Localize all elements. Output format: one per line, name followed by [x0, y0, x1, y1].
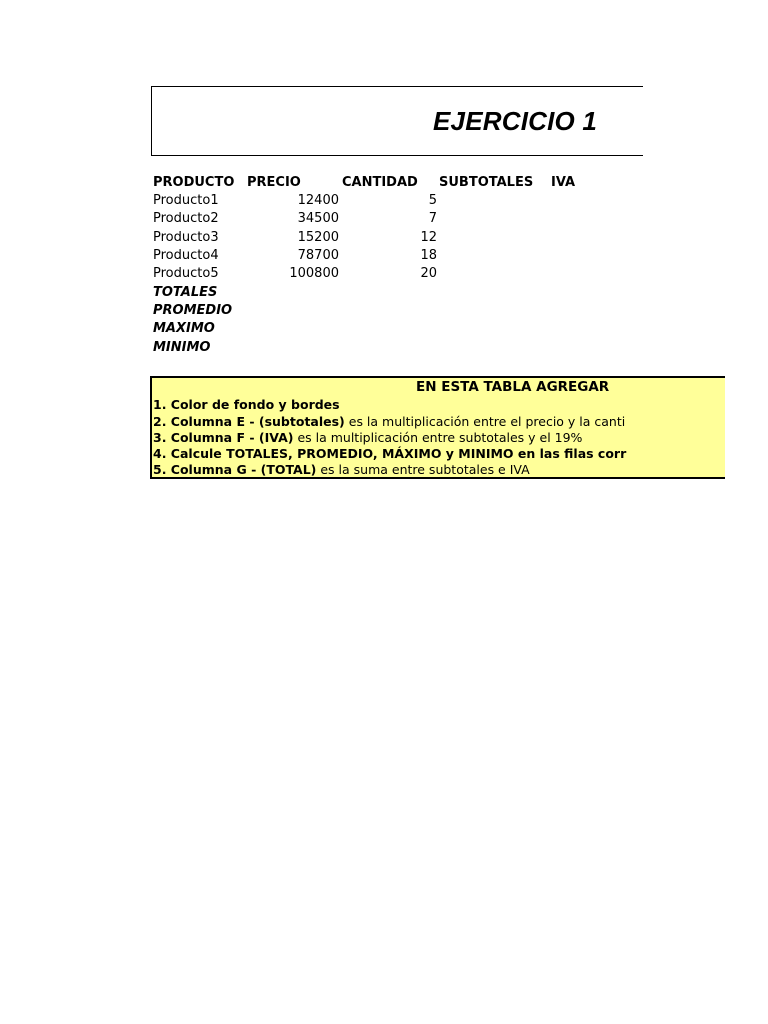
product-quantity: 20	[420, 266, 437, 281]
product-name: Producto5	[153, 266, 219, 281]
column-header-precio: PRECIO	[247, 175, 301, 190]
product-quantity: 12	[420, 230, 437, 245]
instruction-item	[153, 446, 626, 461]
instruction-item	[153, 414, 625, 429]
product-quantity: 5	[428, 193, 437, 208]
column-header-subtotales: SUBTOTALES	[439, 175, 534, 190]
instructions-title: EN ESTA TABLA AGREGAR	[416, 379, 610, 395]
product-name: Producto4	[153, 248, 219, 263]
instruction-item	[153, 462, 530, 477]
instructions-box	[150, 376, 725, 479]
product-price: 15200	[297, 230, 339, 245]
product-name: Producto2	[153, 211, 219, 226]
product-price: 34500	[297, 211, 339, 226]
product-price: 78700	[297, 248, 339, 263]
summary-label-minimo: MINIMO	[153, 340, 211, 355]
instruction-text: es la multiplicación entre el precio y la canti	[344, 414, 626, 429]
column-header-iva: IVA	[551, 175, 576, 190]
summary-label-totales: TOTALES	[153, 285, 218, 300]
product-quantity: 18	[420, 248, 437, 263]
summary-label-promedio: PROMEDIO	[153, 303, 233, 318]
instruction-text: es la multiplicación entre subtotales y el 19%	[293, 430, 583, 445]
product-price: 100800	[289, 266, 339, 281]
instruction-item	[153, 397, 340, 412]
instruction-bold: 2. Columna E - (subtotales)	[153, 414, 345, 429]
page-title: EJERCICIO 1	[433, 106, 598, 136]
column-header-producto: PRODUCTO	[153, 175, 235, 190]
column-header-cantidad: CANTIDAD	[342, 175, 418, 190]
instructions-content	[152, 378, 643, 477]
instruction-item	[153, 430, 582, 445]
instruction-text: es la suma entre subtotales e IVA	[316, 462, 530, 477]
product-name: Producto1	[153, 193, 219, 208]
product-price: 12400	[297, 193, 339, 208]
product-quantity: 7	[428, 211, 437, 226]
instruction-bold: 3. Columna F - (IVA)	[153, 430, 294, 445]
product-name: Producto3	[153, 230, 219, 245]
instruction-bold: 5. Columna G - (TOTAL)	[153, 462, 317, 477]
instruction-bold: 4. Calcule TOTALES, PROMEDIO, MÁXIMO y MINIMO en las filas corr	[153, 446, 627, 461]
summary-label-maximo: MAXIMO	[153, 321, 215, 336]
instruction-bold: 1. Color de fondo y bordes	[153, 397, 340, 412]
